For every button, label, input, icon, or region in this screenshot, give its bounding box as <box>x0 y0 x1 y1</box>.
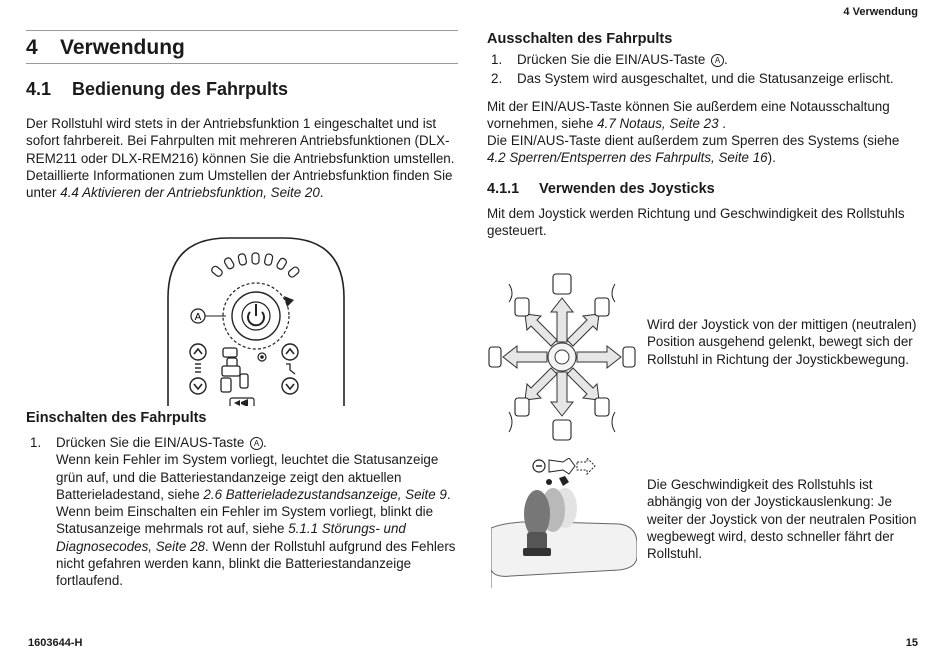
joystick-direction-text: Wird der Joystick von der mittigen (neutralen) Position ausgehend gelenkt, bewegt sich der Rollstuhl in Richtung der Joystickbewegung. <box>647 317 917 367</box>
left-speed-buttons[interactable] <box>190 344 206 394</box>
switch-on-step-1 <box>26 434 458 590</box>
joystick-speed-text: Die Geschwindigkeit des Rollstuhls ist abhängig von der Joystickauslenkung: Je weiter der Joystick von der neutralen Position wegbewegt wird, desto schneller fährt der Rollstuhl. <box>647 477 917 562</box>
note-lock-end: ). <box>767 150 776 166</box>
emergency-reference-link[interactable]: 4.7 Notaus, Seite 23 <box>597 115 719 131</box>
right-column <box>487 30 919 562</box>
seat-icon[interactable] <box>221 348 248 392</box>
chapter-heading <box>26 30 458 64</box>
step-number: 1. <box>30 435 42 450</box>
lock-reference-link[interactable]: 4.2 Sperren/Entsperren des Fahrpults, Seite 16 <box>487 150 768 166</box>
switch-off-steps <box>487 51 919 88</box>
step-1-end: . <box>263 435 267 450</box>
switch-off-step-1 <box>487 51 919 68</box>
chapter-number: 4 <box>26 36 38 59</box>
off-step-1-end: . <box>724 52 728 67</box>
switch-off-heading: Ausschalten des Fahrpults <box>487 31 673 47</box>
section-heading <box>26 79 458 103</box>
running-header: 4 Verwendung <box>843 6 918 18</box>
battery-reference-link[interactable]: 2.6 Batterieladezustandsanzeige, Seite 9 <box>203 486 447 502</box>
step-1-result-error: Wenn beim Einschalten ein Fehler im System vorliegt, blinkt die Statusanzeige mehrmals rot auf, siehe <box>56 504 434 537</box>
horn-icon[interactable] <box>230 398 254 406</box>
section-number: 4.1 <box>26 79 52 99</box>
power-key-icon: A <box>711 54 724 67</box>
joystick-speed-figure <box>491 458 637 608</box>
note-emergency-text: Mit der EIN/AUS-Taste können Sie außerdem eine Notausschaltung vornehmen, siehe <box>487 98 890 131</box>
step-1-error-end: . Wenn der Rollstuhl aufgrund des Fehlers nicht gefahren werden kann, blinkt die Batteriestandanzeige fortlaufend. <box>56 538 456 589</box>
step-1-ok-end: . <box>446 486 451 502</box>
left-column <box>26 30 458 589</box>
off-note-paragraph <box>487 98 919 167</box>
joystick-direction-figure <box>487 272 637 442</box>
off-step-2-text: Das System wird ausgeschaltet, und die Statusanzeige erlischt. <box>517 71 894 87</box>
step-number: 2. <box>491 71 503 87</box>
page-number: 15 <box>905 637 918 649</box>
panel-key-label: A <box>194 312 202 323</box>
subsection-heading <box>487 181 919 197</box>
joystick-intro: Mit dem Joystick werden Richtung und Geschwindigkeit des Rollstuhls gesteuert. <box>487 205 905 239</box>
step-1-instruction: Drücken Sie die EIN/AUS-Taste <box>56 435 245 450</box>
switch-off-step-2 <box>487 70 919 87</box>
switch-on-heading: Einschalten des Fahrpults <box>26 410 207 426</box>
power-dial[interactable] <box>223 283 294 349</box>
chapter-title: Verwendung <box>60 36 185 59</box>
power-key-icon: A <box>250 437 263 450</box>
speed-indicator-icon <box>533 458 595 486</box>
note-lock-text: Die EIN/AUS-Taste dient außerdem zum Sperren des Systems (siehe <box>487 133 900 149</box>
subsection-title: Verwenden des Joysticks <box>539 180 715 197</box>
intro-end: . <box>319 185 324 201</box>
right-seat-buttons[interactable] <box>282 344 298 394</box>
switch-on-steps <box>26 434 458 590</box>
step-number: 1. <box>491 52 503 67</box>
section-title: Bedienung des Fahrpults <box>72 79 289 99</box>
intro-paragraph <box>26 115 458 201</box>
control-panel-figure <box>166 236 346 406</box>
diagnostic-reference-link[interactable]: 5.1.1 Störungs- und Diagnosecodes, Seite 28 <box>56 521 406 554</box>
note-emergency-end: . <box>718 115 726 131</box>
battery-gauge <box>210 253 300 278</box>
intro-text: Der Rollstuhl wird stets in der Antriebsfunktion 1 eingeschaltet und ist sofort fahrbereit. Bei Fahrpulten mit mehreren Antriebsfunktionen (DLX-REM211 oder DLX-REM216) können Sie die Antriebsfunktion umstellen. Detaillierte Informationen zum Umstellen der Antriebsfunktion finden Sie unter <box>26 116 455 201</box>
intro-reference-link[interactable]: 4.4 Aktivieren der Antriebsfunktion, Seite 20 <box>60 185 320 201</box>
off-step-1-text: Drücken Sie die EIN/AUS-Taste <box>517 52 706 67</box>
step-1-result-ok: Wenn kein Fehler im System vorliegt, leuchtet die Statusanzeige grün auf, und die Batteriestandanzeige zeigt den aktuellen Batterieladestand, siehe <box>56 452 439 502</box>
document-number: 1603644-H <box>28 637 83 649</box>
subsection-number: 4.1.1 <box>487 180 520 197</box>
